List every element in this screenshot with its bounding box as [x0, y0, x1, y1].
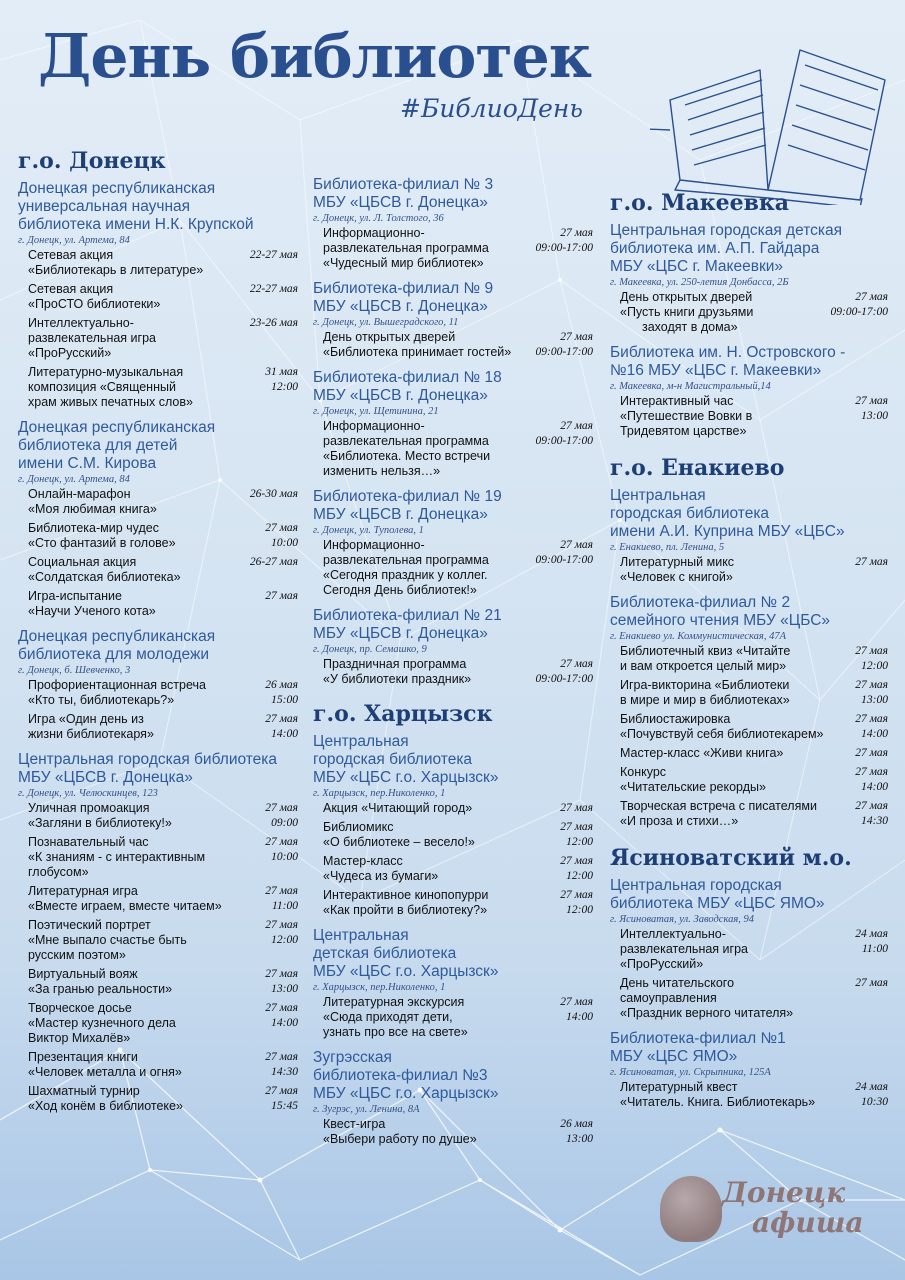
- event: Литературная игра «Вместе играем, вместе читаем» 27 мая 11:00: [28, 884, 298, 913]
- open-book-icon: [650, 30, 895, 205]
- library-name: Библиотека-филиал № 19 МБУ «ЦБСВ г. Донецка»: [313, 488, 502, 523]
- event: Сетевая акция «Библиотекарь в литературе» 22-27 мая: [28, 248, 298, 277]
- logo-text: Донецк афиша: [722, 1176, 864, 1239]
- library-address: г. Харцызск, пер.Николенко, 1: [313, 982, 446, 993]
- library-name: Библиотека-филиал № 2 семейного чтения МБУ «ЦБС»: [610, 594, 831, 629]
- library-address: г. Донецк, ул. Артема, 84: [18, 474, 130, 485]
- event: Поэтический портрет «Мне выпало счастье быть русским поэтом» 27 мая 12:00: [28, 918, 298, 962]
- library-address: г. Донецк, ул. Вышеградского, 11: [313, 317, 459, 328]
- library-name: Центральная городская библиотека МБУ «ЦБСВ г. Донецка»: [18, 751, 278, 786]
- library-block: [313, 369, 593, 479]
- library-block: [313, 607, 593, 687]
- logo: [660, 1176, 895, 1246]
- event: Сетевая акция «ПроСТО библиотеки» 22-27 мая: [28, 282, 298, 311]
- library-name: Библиотека-филиал № 21 МБУ «ЦБСВ г. Донецка»: [313, 607, 502, 642]
- library-block: [610, 487, 888, 585]
- library-address: г. Енакиево ул. Коммунистическая, 47А: [610, 631, 786, 642]
- event: Мастер-класс «Чудеса из бумаги» 27 мая 12:00: [323, 854, 593, 883]
- library-name: Донецкая республиканская универсальная научная библиотека имени Н.К. Крупской: [18, 180, 254, 233]
- library-block: [18, 751, 298, 1114]
- library-address: г. Енакиево, пл. Ленина, 5: [610, 542, 725, 553]
- library-name: Центральная детская библиотека МБУ «ЦБС г.о. Харцызск»: [313, 927, 499, 980]
- library-address: г. Макеевка, ул. 250-летия Донбасса, 2Б: [610, 277, 789, 288]
- library-block: [610, 1030, 888, 1110]
- event: Литературная экскурсия «Сюда приходят дети, узнать про все на свете» 27 мая 14:00: [323, 995, 593, 1039]
- library-address: г. Ясиноватая, ул. Заводская, 94: [610, 914, 754, 925]
- event: Онлайн-марафон «Моя любимая книга» 26-30 мая: [28, 487, 298, 516]
- event: Библиотека-мир чудес «Сто фантазий в голове» 27 мая 10:00: [28, 521, 298, 550]
- region-title: г.о. Харцызск: [313, 701, 493, 727]
- event: Мастер-класс «Живи книга» 27 мая: [620, 746, 888, 760]
- library-name: Донецкая республиканская библиотека для детей имени С.М. Кирова: [18, 419, 216, 472]
- library-name: Библиотека им. Н. Островского - №16 МБУ «ЦБС г. Макеевки»: [610, 344, 846, 379]
- region-title: г.о. Донецк: [18, 148, 166, 174]
- region-title: Ясиноватский м.о.: [610, 845, 852, 871]
- event: Библиостажировка «Почувствуй себя библиотекарем» 27 мая 14:00: [620, 712, 888, 741]
- library-name: Библиотека-филиал №1 МБУ «ЦБС ЯМО»: [610, 1030, 786, 1065]
- event: Творческое досье «Мастер кузнечного дела Виктор Михалёв» 27 мая 14:00: [28, 1001, 298, 1045]
- library-name: Библиотека-филиал № 9 МБУ «ЦБСВ г. Донецка»: [313, 280, 494, 315]
- library-address: г. Донецк, ул. Щетинина, 21: [313, 406, 439, 417]
- event: Библиомикс «О библиотеке – весело!» 27 мая 12:00: [323, 820, 593, 849]
- event: Конкурс «Читательские рекорды» 27 мая 14:00: [620, 765, 888, 794]
- event: Социальная акция «Солдатская библиотека» 26-27 мая: [28, 555, 298, 584]
- library-address: г. Донецк, б. Шевченко, 3: [18, 665, 131, 676]
- library-name: Центральная городская библиотека МБУ «ЦБС г.о. Харцызск»: [313, 733, 499, 786]
- library-block: [18, 180, 298, 410]
- region-title: г.о. Макеевка: [610, 190, 790, 216]
- event: Библиотечный квиз «Читайте и вам откроется целый мир» 27 мая 12:00: [620, 644, 888, 673]
- library-address: г. Ясиноватая, ул. Скрыпника, 125А: [610, 1067, 771, 1078]
- region-title: г.о. Енакиево: [610, 455, 785, 481]
- event: Информационно- развлекательная программа «Библиотека. Место встречи изменить нельзя…» 27 мая 09:00-17:00: [323, 419, 593, 478]
- library-block: [610, 222, 888, 335]
- library-block: [313, 176, 593, 271]
- event: Праздничная программа «У библиотеки праздник» 27 мая 09:00-17:00: [323, 657, 593, 686]
- library-block: [18, 419, 298, 619]
- library-block: [610, 877, 888, 1021]
- library-address: г. Харцызск, пер.Николенко, 1: [313, 788, 446, 799]
- event: Интеллектуально- развлекательная игра «ПроРусский» 23-26 мая: [28, 316, 298, 360]
- hashtag: #БиблиоДень: [400, 94, 583, 123]
- library-name: Библиотека-филиал № 3 МБУ «ЦБСВ г. Донецка»: [313, 176, 494, 211]
- event: Познавательный час «К знаниям - с интерактивным глобусом» 27 мая 10:00: [28, 835, 298, 879]
- event: Игра «Один день из жизни библиотекаря» 27 мая 14:00: [28, 712, 298, 741]
- event: Литературно-музыкальная композиция «Священный храм живых печатных слов» 31 мая 12:00: [28, 365, 298, 409]
- logo-emblem-icon: [660, 1176, 722, 1242]
- library-address: г. Донецк, ул. Челюскинцев, 123: [18, 788, 158, 799]
- library-block: [313, 733, 593, 918]
- event: Информационно- развлекательная программа «Чудесный мир библиотек» 27 мая 09:00-17:00: [323, 226, 593, 270]
- event: Литературный микс «Человек с книгой» 27 мая: [620, 555, 888, 584]
- event: Литературный квест «Читатель. Книга. Библиотекарь» 24 мая 10:30: [620, 1080, 888, 1109]
- library-name: Центральная городская библиотека МБУ «ЦБС ЯМО»: [610, 877, 825, 912]
- library-address: г. Зугрэс, ул. Ленина, 8А: [313, 1104, 420, 1115]
- event: Информационно- развлекательная программа «Сегодня праздник у коллег. Сегодня День библиотек!» 27 мая 09:00-17:00: [323, 538, 593, 597]
- event: Интерактивное кинопопурри «Как пройти в библиотеку?» 27 мая 12:00: [323, 888, 593, 917]
- library-name: Центральная городская библиотека имени А.И. Куприна МБУ «ЦБС»: [610, 487, 845, 540]
- event: День открытых дверей «Пусть книги друзьями заходят в дома» 27 мая 09:00-17:00: [620, 290, 888, 334]
- event: Творческая встреча с писателями «И проза и стихи…» 27 мая 14:30: [620, 799, 888, 828]
- library-name: Центральная городская детская библиотека им. А.П. Гайдара МБУ «ЦБС г. Макеевки»: [610, 222, 843, 275]
- column-1: [18, 148, 298, 1123]
- event: Квест-игра «Выбери работу по душе» 26 мая 13:00: [323, 1117, 593, 1146]
- library-block: [313, 280, 593, 360]
- event: День открытых дверей «Библиотека принимает гостей» 27 мая 09:00-17:00: [323, 330, 593, 359]
- column-2: [313, 176, 593, 1156]
- library-address: г. Донецк, пр. Семашко, 9: [313, 644, 427, 655]
- event: Интерактивный час «Путешествие Вовки в Тридевятом царстве» 27 мая 13:00: [620, 394, 888, 438]
- library-block: [610, 344, 888, 439]
- event: Акция «Читающий город» 27 мая: [323, 801, 593, 815]
- library-address: г. Донецк, ул. Л. Толстого, 36: [313, 213, 444, 224]
- library-block: [313, 488, 593, 598]
- event: Профориентационная встреча «Кто ты, библиотекарь?» 26 мая 15:00: [28, 678, 298, 707]
- library-block: [313, 927, 593, 1040]
- page-title: День библиотек: [38, 22, 592, 92]
- library-address: г. Донецк, ул. Туполева, 1: [313, 525, 424, 536]
- event: Игра-испытание «Научи Ученого кота» 27 мая: [28, 589, 298, 618]
- event: День читательского самоуправления «Праздник верного читателя» 27 мая: [620, 976, 888, 1020]
- library-name: Зугрэсская библиотека-филиал №3 МБУ «ЦБС г.о. Харцызск»: [313, 1049, 499, 1102]
- library-block: [18, 628, 298, 742]
- library-address: г. Макеевка, м-н Магистральный,14: [610, 381, 771, 392]
- event: Уличная промоакция «Загляни в библиотеку!» 27 мая 09:00: [28, 801, 298, 830]
- event: Игра-викторина «Библиотеки в мире и мир в библиотеках» 27 мая 13:00: [620, 678, 888, 707]
- event: Интеллектуально- развлекательная игра «ПроРусский» 24 мая 11:00: [620, 927, 888, 971]
- event: Презентация книги «Человек металла и огня» 27 мая 14:30: [28, 1050, 298, 1079]
- event: Виртуальный вояж «За гранью реальности» 27 мая 13:00: [28, 967, 298, 996]
- library-name: Библиотека-филиал № 18 МБУ «ЦБСВ г. Донецка»: [313, 369, 502, 404]
- library-block: [610, 594, 888, 829]
- library-block: [313, 1049, 593, 1147]
- library-address: г. Донецк, ул. Артема, 84: [18, 235, 130, 246]
- column-3: [610, 190, 888, 1119]
- library-name: Донецкая республиканская библиотека для молодежи: [18, 628, 216, 663]
- event: Шахматный турнир «Ход конём в библиотеке» 27 мая 15:45: [28, 1084, 298, 1113]
